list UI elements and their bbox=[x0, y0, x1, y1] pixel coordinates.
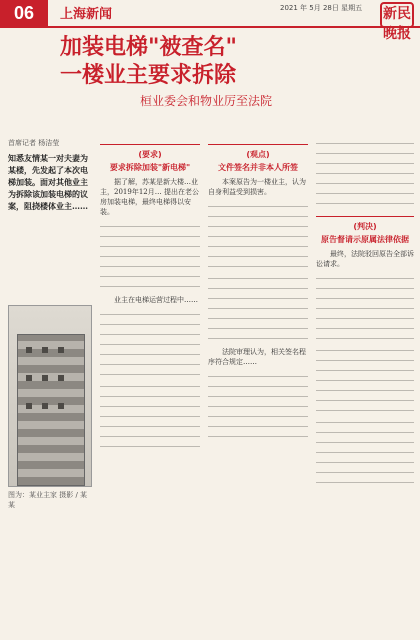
page-number: 06 bbox=[0, 0, 48, 26]
article-column-1 bbox=[100, 138, 200, 455]
news-photo bbox=[8, 305, 92, 487]
building-image bbox=[17, 334, 85, 486]
section-heading: (要求) 要求拆除加装"新电梯" bbox=[100, 144, 200, 173]
section-heading: (观点) 文件签名并非本人所签 bbox=[208, 144, 308, 173]
section-heading: (判决) 原告督请示原属法律依据 bbox=[316, 216, 414, 245]
photo-caption: 图为：某业主家 摄影 / 某某 bbox=[8, 491, 88, 509]
paragraph: 本案原告为一楼业主，认为自身利益受到损害。 bbox=[208, 178, 306, 196]
masthead bbox=[0, 0, 420, 42]
byline: 首席记者 杨洁莹 bbox=[8, 139, 60, 147]
date-line: 2021 年 5月 28日 星期五 bbox=[280, 4, 363, 12]
newspaper-logo: 新民晚报 bbox=[380, 2, 414, 28]
article-column-2 bbox=[208, 138, 308, 445]
subheadline: 桓业委会和物业厉至法院 bbox=[140, 94, 273, 108]
paragraph: 法院审理认为，相关签名程序符合规定…… bbox=[208, 348, 306, 366]
paragraph: 据了解，苏某是新大楼…业主，2019年12月… 提出在老公房加装电梯，最终电梯得以安装。 bbox=[100, 178, 199, 216]
article-column-3 bbox=[316, 138, 414, 491]
section-name: 上海新闻 bbox=[60, 7, 113, 22]
headline: 加装电梯"被查名" 一楼业主要求拆除 bbox=[60, 35, 237, 88]
paragraph: 业主在电梯运营过程中…… bbox=[114, 296, 198, 304]
lead-text: 知悉友情某一对夫妻为某楼，先发起了本次电梯加装。面对其他业主为拆除该加装电梯的议案，阻挠楼体业主…… bbox=[8, 153, 88, 211]
sidebar bbox=[8, 138, 92, 212]
paragraph: 最终，法院驳回原告全部诉讼请求。 bbox=[316, 250, 414, 268]
